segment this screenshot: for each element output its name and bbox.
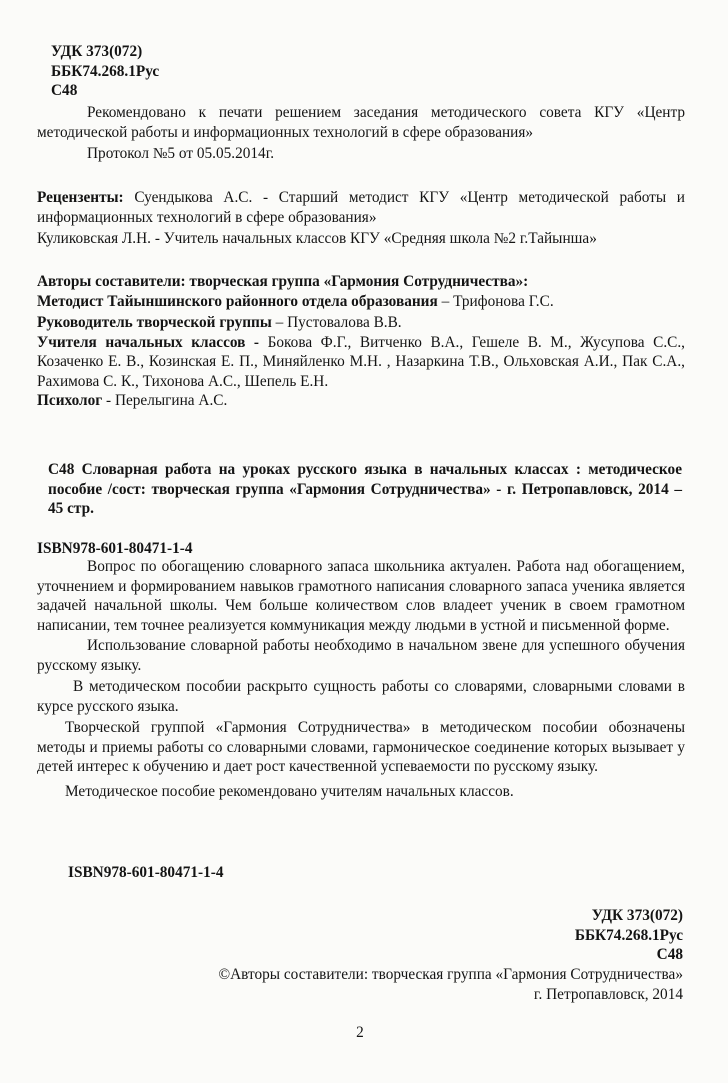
reviewers-label: Рецензенты: xyxy=(37,189,124,206)
footer-block xyxy=(300,906,683,965)
copyright-block xyxy=(200,965,683,1004)
psychologist-label: Психолог xyxy=(37,392,103,409)
reviewers-block xyxy=(37,188,685,249)
isbn-block xyxy=(37,539,685,559)
udk-code: УДК 373(072) xyxy=(51,43,143,60)
citation-block xyxy=(48,460,682,519)
footer-author-mark: С48 xyxy=(656,946,683,963)
annotation-paragraph-2: Использование словарной работы необходимо в начальном звене для успешного обучения русскому языку. xyxy=(37,637,685,674)
annotation-paragraph-5: Методическое пособие рекомендовано учителям начальных классов. xyxy=(65,782,514,800)
footer-udk: УДК 373(072) xyxy=(591,907,683,924)
annotation-block xyxy=(37,557,685,801)
recommendation-block xyxy=(37,103,685,164)
isbn: ISBN978-601-80471-1-4 xyxy=(37,540,193,557)
teachers-value: Бокова Ф.Г., Витченко В.А., Гешеле В. М., Жусупова С.С., Козаченко Е. В., Козинская Е. П., Миняйленко М.Н. , Назаркина Т.В., Ольховская А.И., Пак С.А., Рахимова С. К., Тихонова А.С., Шепель Е.Н. xyxy=(37,333,685,390)
annotation-paragraph-1: Вопрос по обогащению словарного запаса школьника актуален. Работа над обогащением, уточнением и формированием навыков грамотного написания словарного запаса ученика является задачей начальной школы. Чем больше количеством слов владеет ученик в своем грамотном написании, тем точнее реализуется коммуникация между людьми в устной и письменной форме. xyxy=(37,558,685,634)
authors-heading: Авторы составители: творческая группа «Гармония Сотрудничества»: xyxy=(37,273,529,290)
header-codes xyxy=(51,42,351,101)
page-number: 2 xyxy=(356,1024,364,1041)
citation-text: С48 Словарная работа на уроках русского языка в начальных классах : методическое пособие /сост: творческая группа «Гармония Сотрудничества» - г. Петропавловск, 2014 – 45 стр. xyxy=(48,461,682,517)
reviewer-first: Суендыкова А.С. - Старший методист КГУ «Центр методической работы и информационных технологий в сфере образования» xyxy=(37,189,685,226)
isbn-repeat: ISBN978-601-80471-1-4 xyxy=(68,864,224,881)
page-number-block xyxy=(340,1023,380,1043)
leader-label: Руководитель творческой группы xyxy=(37,314,272,331)
reviewer-second: Куликовская Л.Н. - Учитель начальных классов КГУ «Средняя школа №2 г.Тайынша» xyxy=(37,230,597,247)
copyright-text: ©Авторы составители: творческая группа «Гармония Сотрудничества» xyxy=(218,966,683,983)
author-mark: С48 xyxy=(51,82,78,99)
protocol-text: Протокол №5 от 05.05.2014г. xyxy=(87,145,275,162)
psychologist-value: - Перелыгина А.С. xyxy=(106,392,228,409)
methodist-value: – Трифонова Г.С. xyxy=(441,292,554,310)
authors-block xyxy=(37,272,685,411)
recommendation-text: Рекомендовано к печати решением заседания методического совета КГУ «Центр методической работы и информационных технологий в сфере образования» xyxy=(37,104,685,141)
teachers-label: Учителя начальных классов - xyxy=(37,333,260,351)
footer-bbk: ББК74.268.1Рус xyxy=(574,926,683,944)
isbn-repeat-block xyxy=(68,863,368,883)
methodist-label: Методист Тайыншинского районного отдела образования xyxy=(37,292,438,310)
annotation-paragraph-4: Творческой группой «Гармония Сотрудничества» в методическом пособии обозначены методы и приемы работы со словарными словами, гармоническое соединение которых вызывает у детей интерес к обучению и дает рост качественной успеваемости по русскому языку. xyxy=(37,719,685,775)
city-year: г. Петропавловск, 2014 xyxy=(533,985,683,1003)
bbk-code: ББК74.268.1Рус xyxy=(51,62,160,80)
leader-value: – Пустовалова В.В. xyxy=(275,314,402,331)
annotation-paragraph-3: В методическом пособии раскрыто сущность работы со словарями, словарными словами в курсе русского языка. xyxy=(37,678,685,715)
